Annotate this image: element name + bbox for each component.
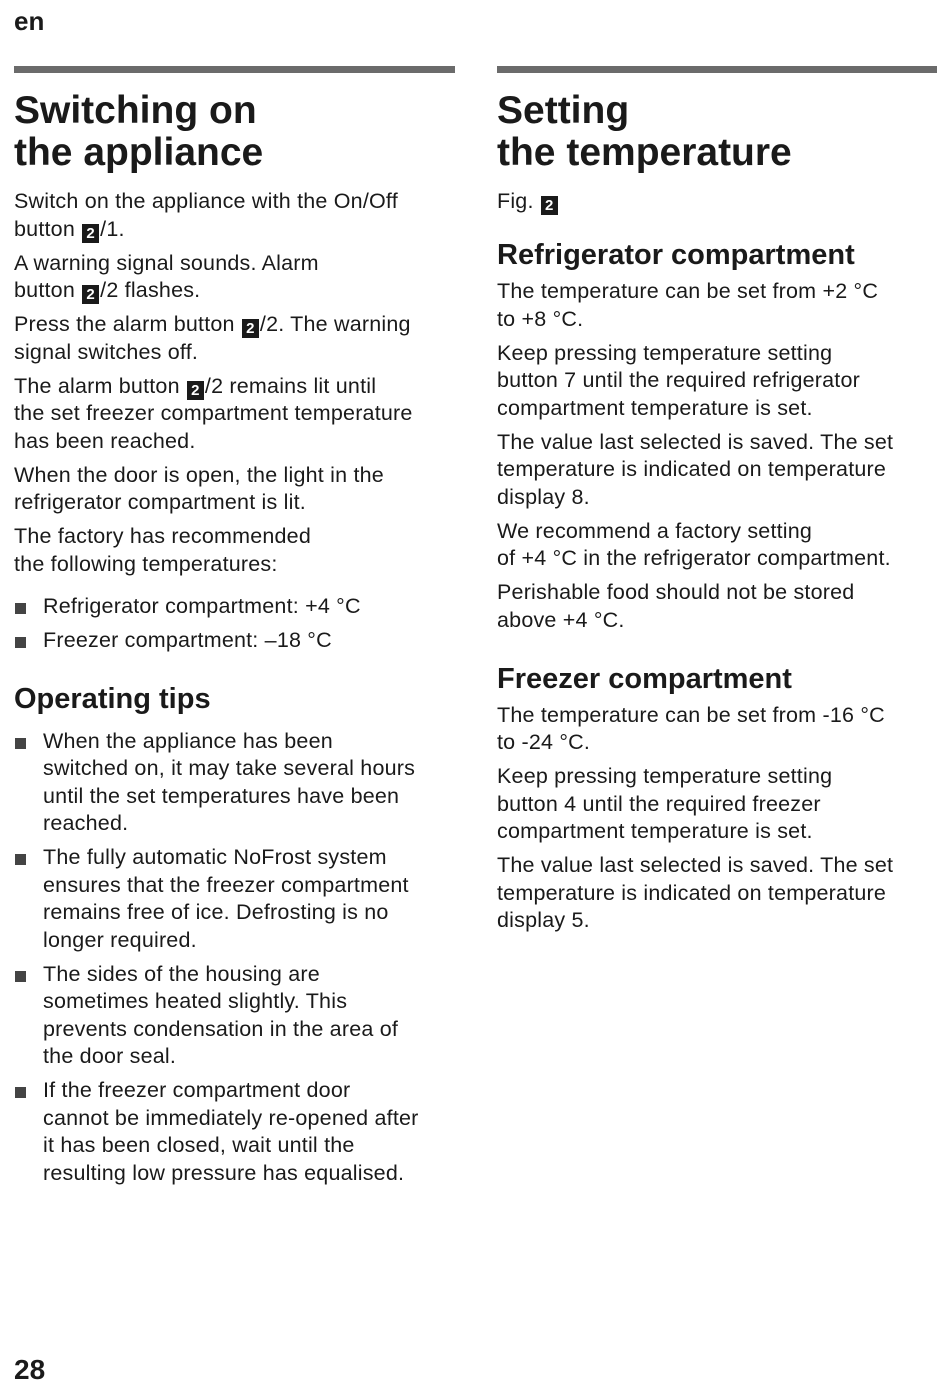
- bullet-square-icon: [15, 603, 26, 614]
- section-title-switching-on: [14, 90, 455, 174]
- text: Press the alarm button: [14, 312, 241, 336]
- text-line: the following temperatures:: [14, 551, 278, 576]
- text-line: reached.: [43, 811, 129, 835]
- text: /2 remains lit until: [204, 373, 377, 398]
- paragraph: [497, 278, 937, 333]
- text-line: remains free of ice. Defrosting is no: [43, 900, 389, 924]
- text-line: The value last selected is saved. The set: [497, 429, 894, 454]
- text-line: the door seal.: [43, 1044, 177, 1068]
- bullet-square-icon: [15, 637, 26, 648]
- paragraph: [14, 462, 455, 517]
- title-line: the temperature: [497, 131, 792, 174]
- text: /1.: [100, 216, 125, 241]
- text-line: ensures that the freezer compartment: [43, 872, 409, 897]
- text-line: When the door is open, the light in the: [14, 462, 384, 487]
- text-line: Keep pressing temperature setting: [497, 340, 833, 365]
- figure-reference: [497, 188, 937, 216]
- tips-list: [14, 728, 455, 1188]
- text-line: [14, 373, 455, 401]
- text-line: [14, 277, 455, 305]
- subheading-freezer-compartment: Freezer compartment: [497, 662, 792, 695]
- text: /2 flashes.: [100, 278, 201, 302]
- text: button: [14, 216, 82, 241]
- text-line: until the set temperatures have been: [43, 783, 400, 808]
- list-item: [14, 593, 455, 621]
- text-line: Perishable food should not be stored: [497, 580, 855, 604]
- text-line: above +4 °C.: [497, 607, 625, 632]
- list-item: [14, 627, 455, 655]
- text-line: display 8.: [497, 484, 590, 509]
- text-line: compartment temperature is set.: [497, 819, 813, 843]
- text-line: the set freezer compartment temperature: [14, 401, 413, 425]
- text-line: [14, 311, 455, 339]
- text: The alarm button: [14, 373, 186, 398]
- text-line: signal switches off.: [14, 339, 199, 364]
- text-line: switched on, it may take several hours: [43, 756, 416, 780]
- text-line: prevents condensation in the area of: [43, 1016, 399, 1041]
- text-line: temperature is indicated on temperature: [497, 880, 887, 905]
- fig-key-icon: 2: [82, 224, 99, 243]
- text-line: We recommend a factory setting: [497, 518, 813, 543]
- paragraph: [14, 311, 455, 366]
- text-line: The fully automatic NoFrost system: [43, 845, 387, 869]
- text-line: to +8 °C.: [497, 306, 584, 331]
- paragraph: [14, 523, 455, 578]
- paragraph: [497, 579, 937, 634]
- text: button: [14, 278, 82, 302]
- paragraph: [497, 340, 937, 423]
- list-item: [14, 728, 455, 838]
- text: /2. The warning: [259, 312, 411, 336]
- text-line: The temperature can be set from -16 °C: [497, 702, 885, 727]
- text-line: [14, 216, 455, 244]
- text: Fig.: [497, 189, 540, 213]
- paragraph: [14, 250, 455, 305]
- temperature-list: [14, 593, 455, 655]
- left-column: [14, 66, 455, 1194]
- section-rule: [14, 66, 455, 73]
- list-item-text: Refrigerator compartment: +4 °C: [43, 593, 361, 618]
- text-line: The factory has recommended: [14, 524, 311, 548]
- text-line: button 7 until the required refrigerator: [497, 368, 860, 392]
- text-line: longer required.: [43, 927, 197, 952]
- title-line: the appliance: [14, 131, 264, 174]
- fig-key-icon: 2: [187, 381, 204, 400]
- fig-key-icon: 2: [541, 196, 558, 215]
- page-number: 28: [14, 1354, 46, 1385]
- text-line: compartment temperature is set.: [497, 395, 813, 420]
- title-line: Setting: [497, 89, 630, 132]
- list-item: [14, 844, 455, 954]
- bullet-square-icon: [15, 1087, 26, 1098]
- paragraph: [14, 373, 455, 456]
- text-line: If the freezer compartment door: [43, 1078, 351, 1102]
- text-line: display 5.: [497, 908, 590, 932]
- text-line: to -24 °C.: [497, 730, 591, 754]
- text-line: Keep pressing temperature setting: [497, 764, 833, 788]
- fig-key-icon: 2: [242, 319, 259, 338]
- text-line: of +4 °C in the refrigerator compartment.: [497, 546, 891, 570]
- text-line: The temperature can be set from +2 °C: [497, 279, 879, 303]
- paragraph: [497, 518, 937, 573]
- text-line: has been reached.: [14, 428, 196, 453]
- section-rule: [497, 66, 937, 73]
- right-column: [497, 66, 937, 941]
- text-line: resulting low pressure has equalised.: [43, 1160, 405, 1185]
- text-line: cannot be immediately re-opened after: [43, 1105, 419, 1130]
- paragraph: [14, 188, 455, 243]
- fig-key-icon: 2: [82, 285, 99, 304]
- title-line: Switching on: [14, 89, 257, 132]
- list-item: [14, 1077, 455, 1187]
- text-line: temperature is indicated on temperature: [497, 457, 887, 481]
- list-item-text: Freezer compartment: –18 °C: [43, 627, 332, 652]
- text-line: The sides of the housing are: [43, 961, 320, 986]
- text-line: When the appliance has been: [43, 728, 333, 753]
- bullet-square-icon: [15, 971, 26, 982]
- text-line: button 4 until the required freezer: [497, 791, 821, 816]
- paragraph: [497, 852, 937, 935]
- paragraph: [497, 763, 937, 846]
- text-line: sometimes heated slightly. This: [43, 989, 348, 1013]
- text-line: refrigerator compartment is lit.: [14, 490, 306, 514]
- subheading-operating-tips: Operating tips: [14, 682, 211, 715]
- subheading-refrigerator-compartment: Refrigerator compartment: [497, 239, 855, 271]
- text-line: The value last selected is saved. The set: [497, 853, 894, 877]
- text-line: it has been closed, wait until the: [43, 1133, 355, 1157]
- bullet-square-icon: [15, 738, 26, 749]
- text-line: Switch on the appliance with the On/Off: [14, 189, 398, 213]
- bullet-square-icon: [15, 854, 26, 865]
- paragraph: [497, 702, 937, 757]
- text-line: A warning signal sounds. Alarm: [14, 250, 319, 275]
- language-code: en: [14, 6, 45, 36]
- section-title-setting-temperature: [497, 90, 937, 174]
- list-item: [14, 961, 455, 1071]
- paragraph: [497, 429, 937, 512]
